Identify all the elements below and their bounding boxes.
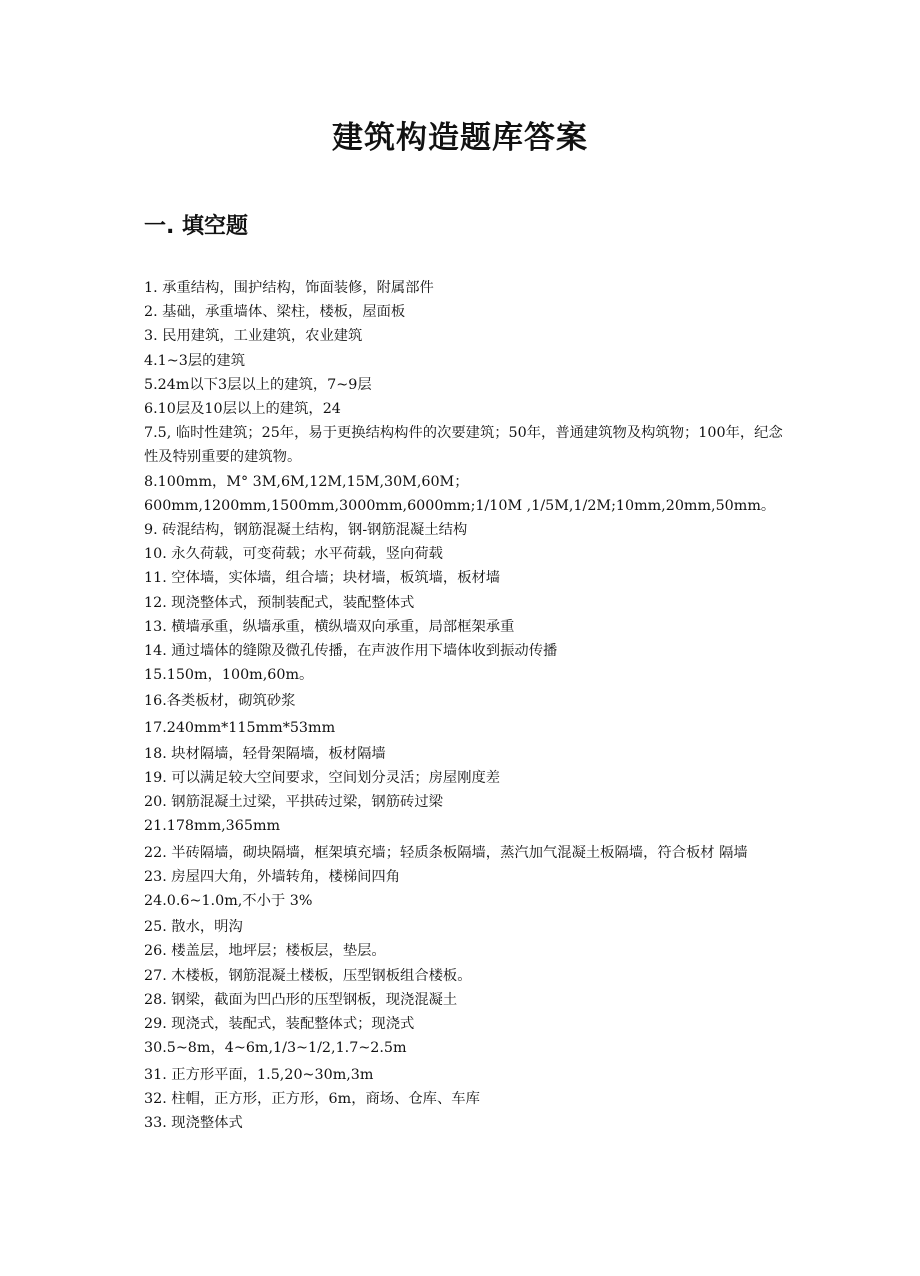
- answer-item: 9. 砖混结构，钢筋混凝土结构，钢-钢筋混凝土结构: [144, 522, 468, 539]
- answer-item: 30.5~8m，4~6m,1/3~1/2,1.7~2.5m: [144, 1040, 407, 1057]
- document-title: 建筑构造题库答案: [332, 120, 588, 156]
- answer-item: 15.150m，100m,60m。: [144, 667, 314, 684]
- answer-item: 19. 可以满足较大空间要求，空间划分灵活；房屋刚度差: [144, 770, 501, 787]
- answer-item: 26. 楼盖层，地坪层；楼板层，垫层。: [144, 943, 386, 960]
- answer-item: 21.178mm,365mm: [144, 818, 281, 835]
- answer-item: 22. 半砖隔墙，砌块隔墙，框架填充墙；轻质条板隔墙，蒸汽加气混凝土板隔墙，符合板材 隔墙: [144, 844, 748, 861]
- answer-item: 18. 块材隔墙，轻骨架隔墙，板材隔墙: [144, 745, 386, 762]
- answer-item: 25. 散水，明沟: [144, 919, 243, 936]
- answer-item: 13. 横墙承重，纵墙承重，横纵墙双向承重，局部框架承重: [144, 618, 515, 635]
- answer-item: 2. 基础，承重墙体、梁柱，楼板，屋面板: [144, 304, 406, 321]
- answer-item: 600mm,1200mm,1500mm,3000mm,6000mm;1/10M ,1/5M,1/2M;10mm,20mm,50mm。: [144, 497, 776, 514]
- answer-item: 28. 钢梁，截面为凹凸形的压型钢板，现浇混凝土: [144, 991, 458, 1008]
- answer-item: 6.10层及10层以上的建筑，24: [144, 401, 341, 418]
- answer-item: 29. 现浇式，装配式，装配整体式；现浇式: [144, 1016, 415, 1033]
- answer-item: 33. 现浇整体式: [144, 1114, 243, 1131]
- answer-item: 24.0.6~1.0m,不小于 3%: [144, 893, 313, 910]
- answer-item: 16.各类板材，砌筑砂浆: [144, 693, 296, 710]
- answer-item: 4.1~3层的建筑: [144, 352, 245, 369]
- answer-item: 10. 永久荷载，可变荷载；水平荷载，竖向荷载: [144, 546, 443, 563]
- answer-item: 11. 空体墙，实体墙，组合墙；块材墙，板筑墙，板材墙: [144, 570, 501, 587]
- answer-item: 7.5, 临时性建筑；25年，易于更换结构构件的次要建筑；50年，普通建筑物及构筑物；100年，纪念性及特别重要的建筑物。: [144, 425, 783, 466]
- answer-item: 1. 承重结构，围护结构，饰面装修，附属部件: [144, 280, 434, 296]
- answer-item: 32. 柱帽，正方形，正方形，6m，商场、仓库、车库: [144, 1090, 480, 1107]
- answer-item: 23. 房屋四大角，外墙转角，楼梯间四角: [144, 868, 401, 885]
- answer-item: 3. 民用建筑，工业建筑，农业建筑: [144, 328, 363, 345]
- answer-item: 5.24m以下3层以上的建筑，7~9层: [144, 376, 372, 393]
- answer-item: 8.100mm，M° 3M,6M,12M,15M,30M,60M；: [144, 473, 469, 490]
- answer-item: 31. 正方形平面，1.5,20~30m,3m: [144, 1066, 374, 1083]
- answer-item: 12. 现浇整体式，预制装配式，装配整体式: [144, 594, 415, 611]
- section-heading-fill-in-blank: 一. 填空题: [144, 214, 249, 239]
- answer-list: [144, 276, 784, 1135]
- answer-item: 17.240mm*115mm*53mm: [144, 719, 336, 736]
- answer-item: 14. 通过墙体的缝隙及微孔传播，在声波作用下墙体收到振动传播: [144, 643, 558, 660]
- answer-item: 20. 钢筋混凝土过梁，平拱砖过梁，钢筋砖过梁: [144, 794, 443, 811]
- answer-item: 27. 木楼板，钢筋混凝土楼板，压型钢板组合楼板。: [144, 967, 472, 984]
